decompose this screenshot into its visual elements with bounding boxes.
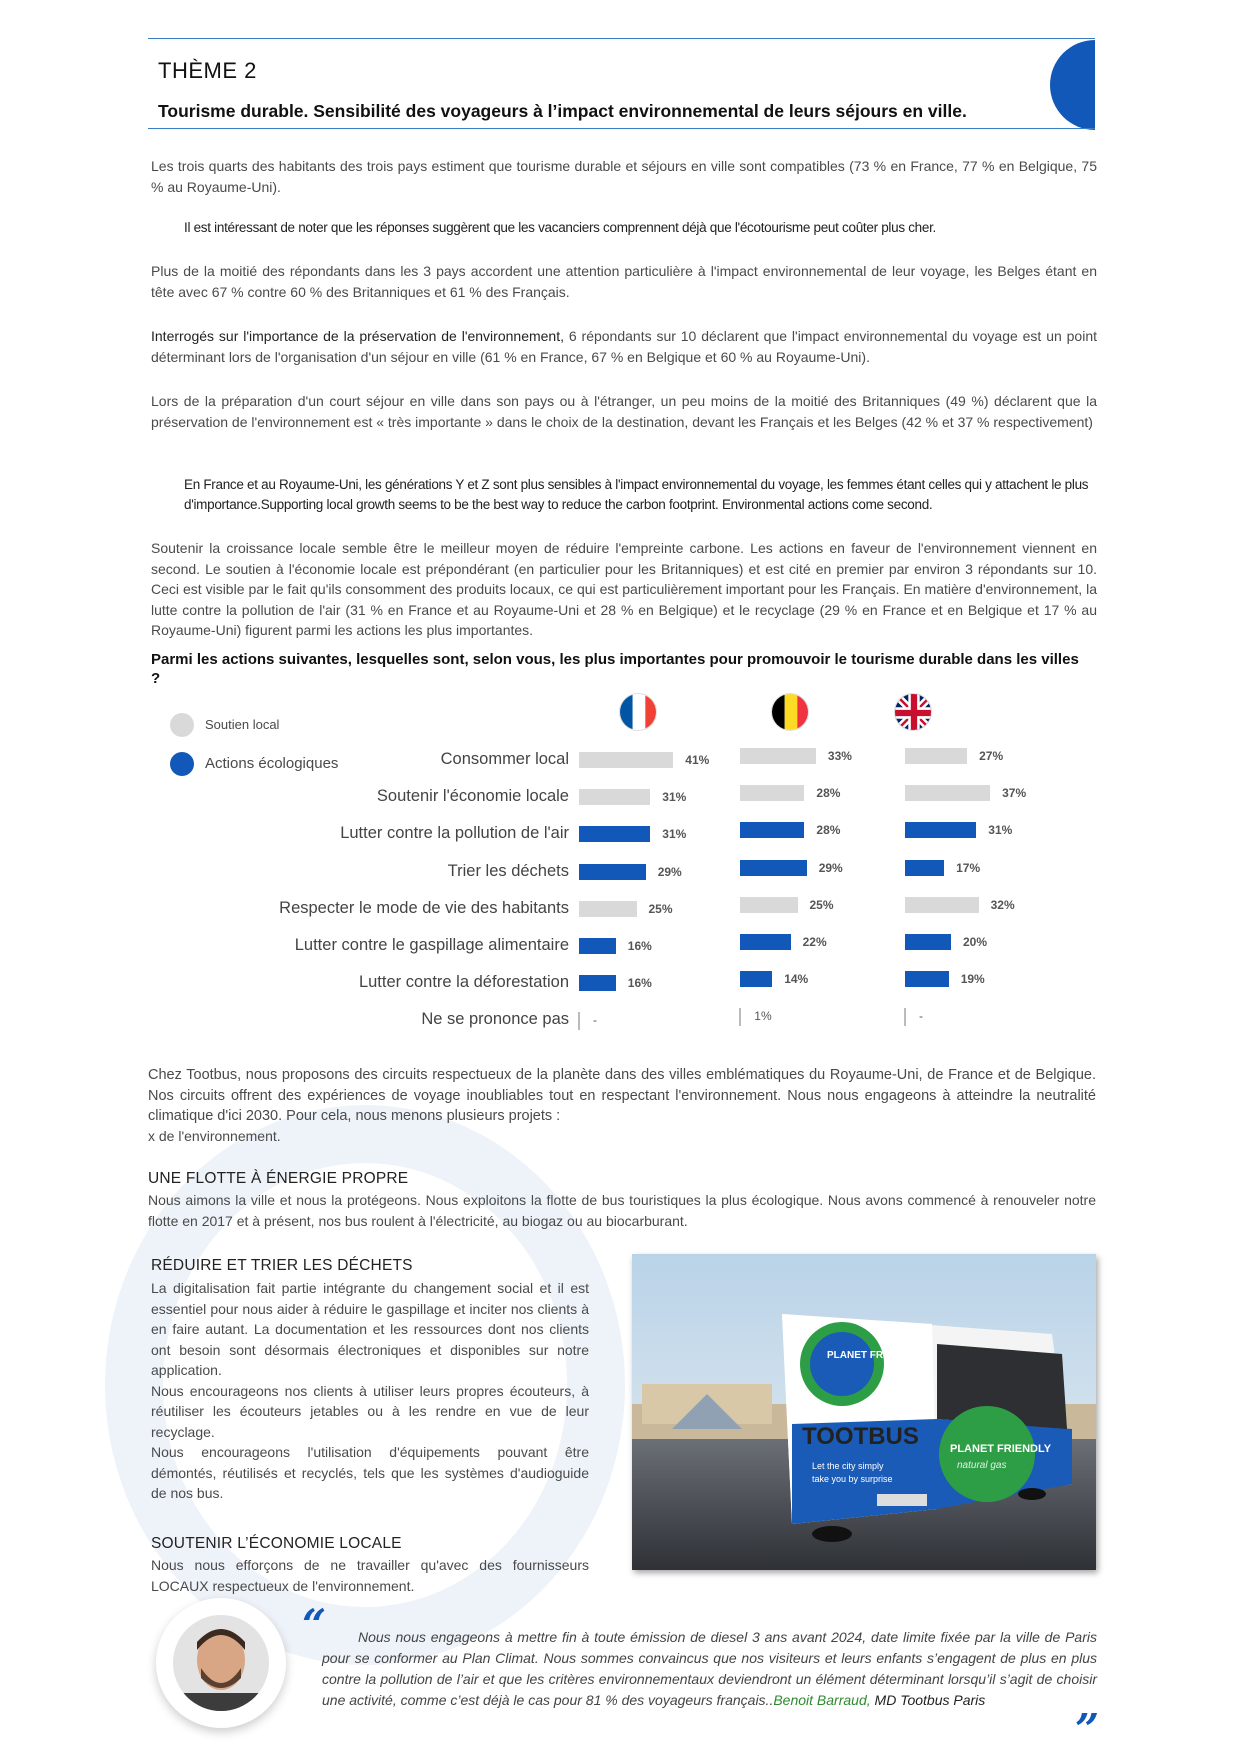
author-portrait — [156, 1598, 286, 1728]
bar-royaume-uni — [905, 934, 951, 950]
legend-label-eco: Actions écologiques — [205, 755, 339, 772]
paragraph-generations: En France et au Royaume-Uni, les générations Y et Z sont plus sensibles à l'impact environnemental du voyage, les femmes étant celles qui y attachent le plus d'importance.Supporting local growth seems to be the best way to reduce the carbon footprint. Environmental actions come second. — [184, 477, 1089, 512]
header-top-rule — [148, 38, 1095, 39]
bus-brand-text: TOOTBUS — [802, 1423, 919, 1450]
category-label: Lutter contre la pollution de l'air — [340, 824, 569, 843]
bar-france — [579, 752, 673, 768]
testimonial-role: MD Tootbus Paris — [870, 1692, 986, 1708]
section-text-waste-2: Nous encourageons nos clients à utiliser leurs propres écouteurs, à réutiliser les écouteurs jetables ou à les rendre en vue de leur recyclage. — [151, 1382, 589, 1440]
value-label: 41% — [685, 753, 710, 767]
value-label: 31% — [988, 823, 1013, 838]
value-label: 28% — [816, 823, 841, 838]
france-flag-icon — [619, 693, 657, 731]
value-label: 29% — [818, 860, 843, 875]
paragraph-ecotourism-cost: Il est intéressant de noter que les réponses suggèrent que les vacanciers comprennent déjà que l'écotourisme peut coûter plus cher. — [184, 220, 937, 235]
theme-subtitle: Tourisme durable. Sensibilité des voyageurs à l’impact environnemental de leurs séjours en ville. — [158, 101, 967, 121]
value-label: 19% — [960, 972, 985, 987]
bar-royaume-uni — [905, 860, 944, 876]
value-label: 25% — [809, 897, 834, 912]
bus-side-text: PLANET FRIENDLY — [950, 1443, 1052, 1455]
bus-slogan-2: take you by surprise — [812, 1474, 893, 1484]
value-label: 16% — [627, 976, 652, 991]
category-label: Ne se prononce pas — [421, 1010, 569, 1029]
value-label: 32% — [990, 897, 1015, 912]
paragraph-preservation-rest: 6 répondants sur 10 déclarent que l'impact environnemental du voyage est un point déterminant lors de l'organisation d'un séjour en ville (61 % en France, 67 % en Belgique et 60 % au Royaume-Uni). — [151, 328, 1097, 365]
category-label: Trier les déchets — [447, 861, 569, 880]
chart-question-title: Parmi les actions suivantes, lesquelles sont, selon vous, les plus importantes pour promouvoir le tourisme durable dans les villes ? — [151, 651, 1079, 687]
header-corner-mask — [1095, 30, 1155, 140]
paragraph-compatibility: Les trois quarts des habitants des trois pays estiment que tourisme durable et séjours en ville sont compatibles (73 % en France, 77 % en Belgique, 75 % au Royaume-Uni). — [151, 158, 1097, 195]
no-answer-tick — [904, 1008, 906, 1026]
bar-royaume-uni — [905, 971, 949, 987]
tootbus-intro: Chez Tootbus, nous proposons des circuits respectueux de la planète dans des villes emblématiques du Royaume-Uni, de France et de Belgique. Nos circuits offrent des expériences de voyage inoubliables tout en respectant l'environnement. Nous nous engageons à atteindre la neutralité climatique d'ici 2030. Pour cela, nous menons plusieurs projets : — [148, 1067, 1096, 1124]
value-label: 25% — [648, 901, 673, 916]
bar-france — [579, 975, 616, 991]
value-label: 28% — [816, 786, 841, 801]
paragraph-local-growth: Soutenir la croissance locale semble être le meilleur moyen de réduire l'empreinte carbone. Les actions en faveur de l'environnement viennent en second. Le soutien à l'économie locale est prépondérant (en particulier pour les Britanniques) et est cité en premier par environ 3 répondants sur 10. Ceci est visible par le fait qu'ils consomment des produits locaux, ce qui est particulièrement important pour les Français. En matière d'environnement, la lutte contre la pollution de l'air (31 % en France et au Royaume-Uni et 28 % en Belgique) et le recyclage (29 % en France et en Belgique et 17 % au Royaume-Uni) figurent parmi les actions les plus importantes. — [151, 540, 1097, 638]
section-text-local-economy: Nous nous efforçons de ne travailler qu'avec des fournisseurs LOCAUX respectueux de l'environnement. — [151, 1557, 589, 1594]
section-text-clean-fleet: Nous aimons la ville et nous la protégeons. Nous exploitons la flotte de bus touristiques la plus écologique. Nous avons commencé à renouveler notre flotte en 2017 et à présent, nos bus roulent à l'électricité, au biogaz ou au biocarburant. — [148, 1192, 1096, 1229]
paragraph-short-stay: Lors de la préparation d'un court séjour en ville dans son pays ou à l'étranger, un peu moins de la moitié des Britanniques (49 %) déclarent que la préservation de l'environnement est « très importante » dans le choix de la destination, devant les Français et les Belges (42 % et 37 % respectivement) — [151, 393, 1097, 430]
bar-royaume-uni — [905, 748, 967, 764]
bar-belgique — [740, 748, 816, 764]
bar-belgique — [740, 897, 798, 913]
section-text-waste — [151, 1278, 589, 1504]
paragraph-attention-impact: Plus de la moitié des répondants dans les 3 pays accordent une attention particulière à l'impact environnemental de leur voyage, les Belges étant en tête avec 67 % contre 60 % des Britanniques et 61 % des Français. — [151, 263, 1097, 300]
bus-side-text-2: natural gas — [957, 1460, 1007, 1471]
bar-royaume-uni — [905, 822, 976, 838]
bar-belgique — [740, 785, 804, 801]
value-label: - — [593, 1013, 597, 1028]
section-text-waste-1: La digitalisation fait partie intégrante du changement social et il est essentiel pour nous aider à réduire le gaspillage et inciter nos clients à en faire autant. La documentation et les ressources dont nos clients ont besoin sont désormais électroniques et disponibles sur notre application. — [151, 1280, 589, 1378]
bar-france — [579, 826, 650, 842]
bar-france — [579, 901, 637, 917]
category-label: Consommer local — [440, 750, 569, 768]
value-label: 22% — [802, 935, 827, 949]
bar-france — [579, 864, 646, 880]
paragraph-preservation — [151, 326, 1097, 367]
bar-royaume-uni — [905, 897, 979, 913]
quote-close-mark: ” — [1075, 1705, 1100, 1754]
section-title-waste: RÉDUIRE ET TRIER LES DÉCHETS — [151, 1257, 413, 1274]
value-label: 14% — [784, 972, 809, 987]
legend-label-local: Soutien local — [205, 717, 280, 732]
category-label: Soutenir l'économie locale — [376, 787, 569, 806]
value-label: 16% — [627, 939, 652, 953]
paragraph-preservation-lead: Interrogés sur l'importance de la préservation de l'environnement, — [151, 328, 564, 344]
section-title-local-economy: SOUTENIR L’ÉCONOMIE LOCALE — [151, 1535, 402, 1552]
testimonial-quote — [322, 1627, 1097, 1711]
legend-dot-local — [170, 713, 194, 737]
bar-royaume-uni — [905, 785, 990, 801]
no-answer-tick — [578, 1012, 580, 1030]
category-label: Respecter le mode de vie des habitants — [279, 898, 569, 917]
legend-dot-eco — [170, 752, 194, 776]
bus-photo — [632, 1254, 1096, 1570]
value-label: 37% — [1002, 786, 1027, 801]
value-label: 31% — [662, 827, 687, 842]
category-label: Lutter contre la déforestation — [358, 973, 569, 992]
testimonial-text: Nous nous engageons à mettre fin à toute émission de diesel 3 ans avant 2024, date limite fixée par la ville de Paris pour se conformer au Plan Climat. Nous sommes convaincus que nos visiteurs et leurs enfants s’engagent de plus en plus contre la pollution de l’air et que les critères environnementaux deviendront un élément déterminant lorsqu’il s’agit de choisir une activité, comme c’est déjà le cas pour 81 % des voyageurs français.. — [322, 1629, 1097, 1708]
tootbus-intro-tail: x de l'environnement. — [148, 1128, 281, 1144]
value-label: 31% — [662, 790, 687, 805]
bar-belgique — [740, 934, 791, 950]
value-label: 1% — [754, 1009, 772, 1024]
testimonial-author: Benoit Barraud, — [773, 1692, 871, 1708]
uk-flag-icon — [894, 693, 932, 731]
bus-slogan-1: Let the city simply — [812, 1461, 884, 1471]
value-label: 33% — [827, 749, 852, 763]
value-label: 29% — [657, 864, 682, 879]
value-label: 27% — [979, 749, 1004, 763]
value-label: 20% — [963, 935, 988, 949]
category-label: Lutter contre le gaspillage alimentaire — [294, 936, 569, 954]
theme-heading: THÈME 2 — [158, 58, 257, 83]
bus-badge-text: PLANET FRIENDLY — [827, 1350, 919, 1361]
header-bottom-rule — [148, 128, 1095, 129]
bar-belgique — [740, 860, 807, 876]
bar-france — [579, 938, 616, 954]
value-label: 17% — [956, 860, 981, 875]
bar-belgique — [740, 822, 804, 838]
section-title-clean-fleet: UNE FLOTTE À ÉNERGIE PROPRE — [148, 1170, 409, 1187]
quote-open-mark: “ — [302, 1600, 327, 1649]
bar-france — [579, 789, 650, 805]
no-answer-tick — [739, 1008, 741, 1026]
bar-belgique — [740, 971, 772, 987]
belgium-flag-icon — [771, 693, 809, 731]
value-label: - — [919, 1009, 923, 1024]
section-text-waste-3: Nous encourageons l'utilisation d'équipements pouvant être démontés, réutilisés et recyclés, tels que les systèmes d'audioguide de nos bus. — [151, 1444, 589, 1501]
author-portrait-frame — [156, 1598, 286, 1728]
